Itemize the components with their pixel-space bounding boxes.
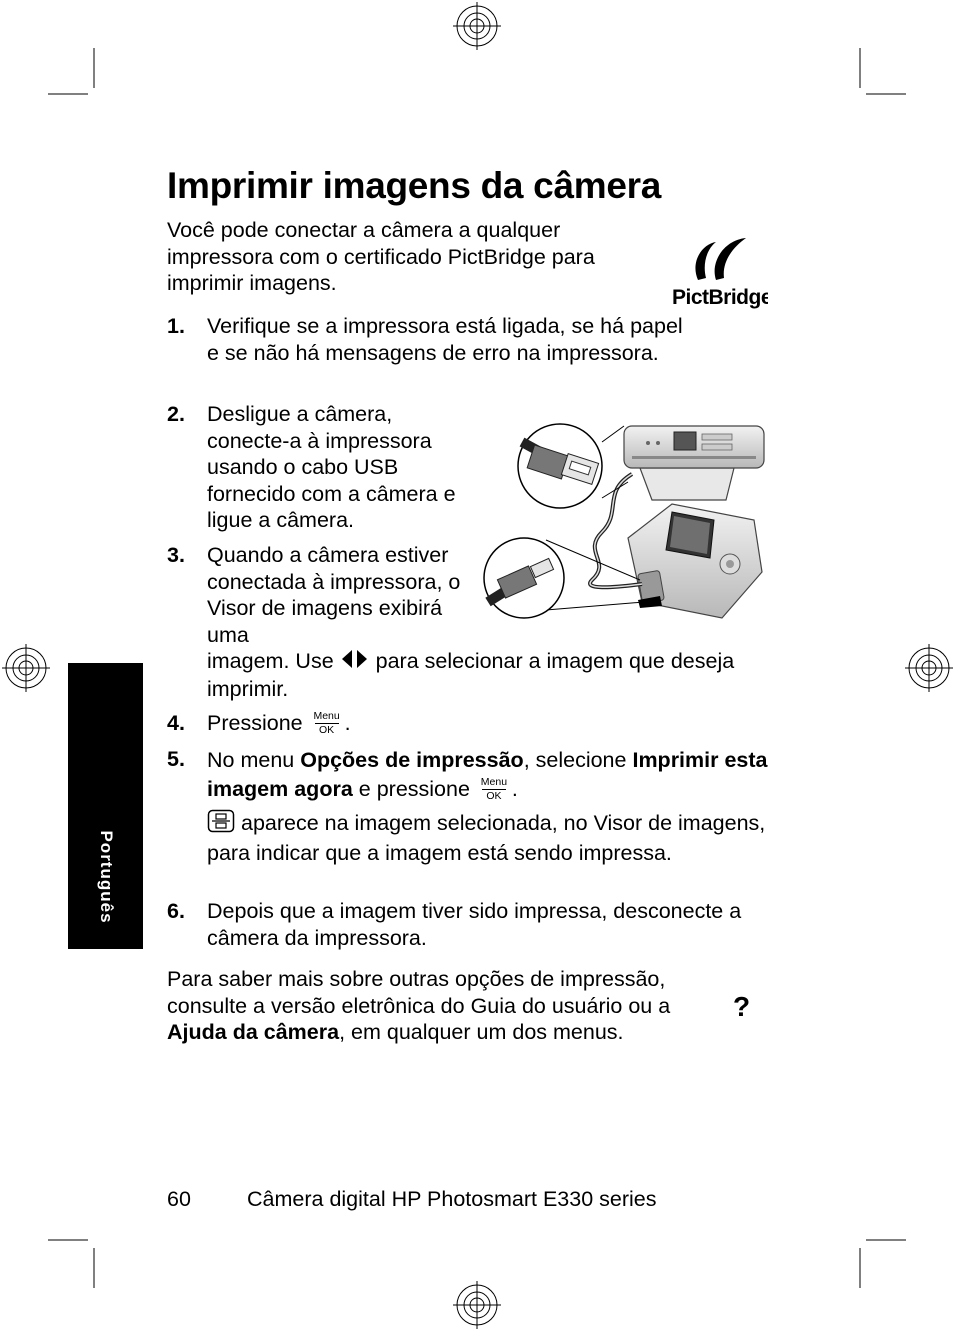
registration-mark-top [453, 2, 501, 50]
step-4-number: 4. [167, 711, 185, 735]
step-5-text [207, 746, 777, 804]
closing-end: , em qualquer um dos menus. [339, 1020, 624, 1044]
printer-camera-illustration [482, 412, 772, 620]
step-1-number: 1. [167, 314, 185, 338]
camera-icon [628, 504, 762, 618]
step-3-text-a: Quando a câmera estiver conectada à impressora, o Visor de imagens exibirá uma [207, 543, 461, 647]
step-5-option-name: Imprimir esta imagem agora [207, 748, 768, 801]
left-right-arrows-icon [340, 649, 370, 676]
usb-connection-illustration [482, 412, 772, 620]
step-5-number: 5. [167, 747, 185, 771]
step-2-text: Desligue a câmera, conecte-a à impressora usando o cabo USB fornecido com a câmera e ligue a câmera. [207, 402, 456, 532]
closing-paragraph [167, 966, 727, 1046]
registration-mark-bottom [453, 1281, 501, 1329]
menu-ok-button-icon [311, 712, 343, 736]
footer-title: Câmera digital HP Photosmart E330 series [247, 1187, 657, 1211]
step-5-pre: No menu [207, 748, 295, 772]
logo-text: PictBridge [672, 286, 768, 309]
step-3-text-b2: para selecionar a imagem que deseja imprimir. [207, 649, 735, 701]
menu-ok-top: Menu [313, 710, 340, 723]
step-6-text: Depois que a imagem tiver sido impressa, desconecte a câmera da impressora. [207, 899, 742, 950]
step-3-number: 3. [167, 543, 185, 567]
print-icon [207, 809, 235, 840]
step-5-end: . [511, 777, 518, 801]
step-4-text [207, 710, 687, 737]
help-question-icon [731, 992, 753, 1025]
camera-help-name: Ajuda da câmera [167, 1020, 340, 1044]
page-title: Imprimir imagens da câmera [167, 165, 661, 206]
registration-mark-right [905, 644, 953, 692]
menu-ok-button-icon [478, 778, 510, 802]
printer-icon [624, 426, 764, 500]
page-number: 60 [167, 1187, 191, 1211]
closing-text: Para saber mais sobre outras opções de impressão, consulte a versão eletrônica do Guia do usuário ou a [167, 967, 671, 1018]
step-5-mid: , selecione [523, 748, 627, 772]
usb-a-plug-zoom-icon [518, 424, 602, 508]
step-1-text: Verifique se a impressora está ligada, se há papel e se não há mensagens de erro na impressora. [207, 314, 683, 365]
step-2-number: 2. [167, 402, 185, 426]
step-3-text-b [207, 648, 767, 702]
step-3-text-b1: imagem. Use [207, 649, 334, 673]
menu-ok-top: Menu [480, 776, 508, 789]
step-5-note-text: aparece na imagem selecionada, no Visor de imagens, para indicar que a imagem está sendo impressa. [207, 810, 766, 865]
intro-paragraph: Você pode conectar a câmera a qualquer impressora com o certificado PictBridge para imprimir imagens. [167, 218, 595, 295]
svg-text:?: ? [733, 992, 751, 1020]
step-4-label: Pressione [207, 711, 303, 735]
step-6-number: 6. [167, 899, 185, 923]
step-5-menu-name: Opções de impressão [300, 748, 524, 772]
menu-ok-bottom: OK [486, 790, 502, 803]
step-5-post: e pressione [358, 777, 470, 801]
registration-mark-left [2, 644, 50, 692]
usb-mini-plug-zoom-icon [484, 538, 564, 618]
pictbridge-logo [668, 232, 768, 312]
menu-ok-bottom: OK [319, 724, 335, 737]
step-5-note [207, 809, 767, 866]
step-4-end: . [344, 711, 351, 735]
pictbridge-icon [668, 232, 768, 312]
language-tab-label: Português [97, 830, 116, 924]
